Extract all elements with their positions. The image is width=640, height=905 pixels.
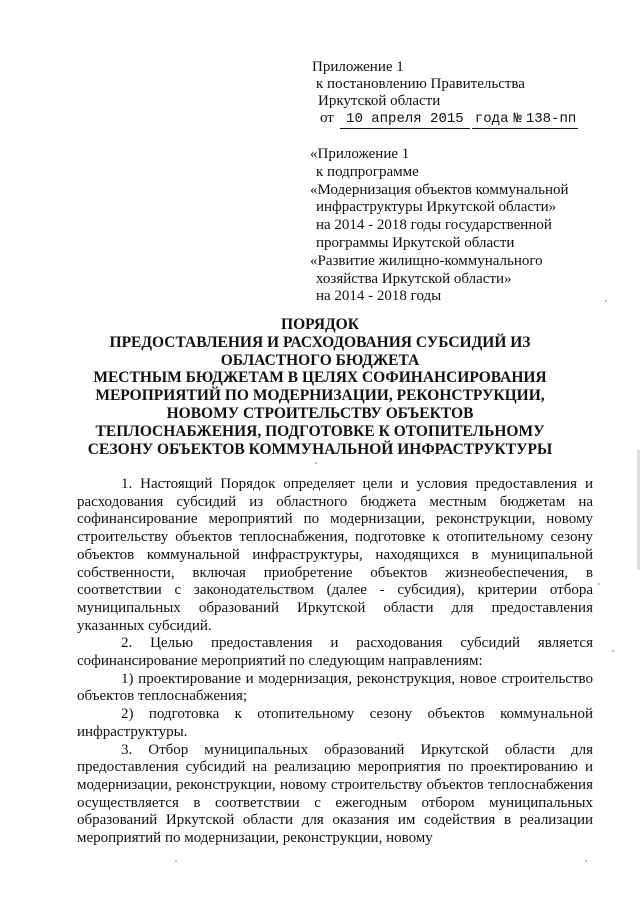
appendix-2-reference — [310, 146, 569, 306]
appendix-2-line: инфраструктуры Иркутской области» — [316, 199, 557, 216]
paragraph-3: 3. Отбор муниципальных образований Иркутской области для предоставления субсидий на реализацию мероприятия по проектированию и модернизации, реконструкции, новому строительству объектов теплоснабжения осуществляется в соответствии с ежегодным отбором муниципальных образований Иркутской области для оказания им содействия в реализации мероприятий по модернизации, реконструкции, новому — [77, 741, 593, 847]
scan-noise — [598, 583, 600, 585]
document-number: 138-пп — [525, 111, 577, 127]
appendix-1-line: к постановлению Правительства — [316, 76, 525, 92]
scan-noise — [540, 672, 542, 674]
paragraph-2-item-2: 2) подготовка к отопительному сезону объектов коммунальной инфраструктуры. — [77, 706, 593, 740]
appendix-2-line: на 2014 - 2018 годы — [316, 288, 442, 305]
title-line: ОБЛАСТНОГО БЮДЖЕТА — [220, 351, 420, 369]
paragraph-2: 2. Целью предоставления и расходования субсидий является софинансирование мероприятий по следующим направлениям: — [77, 635, 593, 670]
appendix-2-line: «Приложение 1 — [310, 146, 410, 162]
scan-noise — [612, 650, 614, 652]
paragraph-2-item-1: 1) проектирование и модернизация, реконструкция, новое строительство объектов теплоснабжения; — [77, 670, 593, 705]
document-title — [0, 316, 640, 458]
paragraph-1: 1. Настоящий Порядок определяет цели и условия предоставления и расходования субсидий из областного бюджета местным бюджетам на софинансирование мероприятий по модернизации, реконструкции, новому строительству объектов теплоснабжения, подготовке к отопительному сезону объектов коммунальной инфраструктуры, находящихся в муниципальной собственности, включая приобретение объектов жизнеобеспечения, в соответствии с законодательством (далее - субсидия), критерии отбора муниципальных образований Иркутской области для предоставления указанных субсидий. — [77, 476, 593, 634]
appendix-2-line: «Модернизация объектов коммунальной — [310, 181, 569, 198]
appendix-2-line: к подпрограмме — [316, 163, 419, 180]
scan-noise — [315, 462, 317, 464]
date-year-word: года — [472, 111, 512, 129]
appendix-1-reference — [312, 59, 578, 129]
document-body — [77, 476, 593, 848]
appendix-2-line: программы Иркутской области — [316, 234, 515, 251]
appendix-2-line: на 2014 - 2018 годы государственной — [316, 217, 552, 234]
title-line: СЕЗОНУ ОБЪЕКТОВ КОММУНАЛЬНОЙ ИНФРАСТРУКТУРЫ — [87, 440, 553, 458]
title-line: МЕРОПРИЯТИЙ ПО МОДЕРНИЗАЦИИ, РЕКОНСТРУКЦИИ, — [95, 387, 545, 405]
appendix-2-line: «Развитие жилищно-коммунального — [310, 252, 543, 269]
title-line: ТЕПЛОСНАБЖЕНИЯ, ПОДГОТОВКЕ К ОТОПИТЕЛЬНОМУ — [95, 422, 545, 440]
appendix-1-line: Приложение 1 — [312, 59, 404, 75]
appendix-2-line: хозяйства Иркутской области» — [316, 270, 512, 287]
title-line: ПРЕДОСТАВЛЕНИЯ И РАСХОДОВАНИЯ СУБСИДИЙ ИЗ — [109, 333, 531, 351]
title-line: НОВОМУ СТРОИТЕЛЬСТВУ ОБЪЕКТОВ — [166, 404, 474, 422]
title-line: ПОРЯДОК — [281, 316, 359, 333]
appendix-1-date-line — [312, 110, 578, 129]
title-line: МЕСТНЫМ БЮДЖЕТАМ В ЦЕЛЯХ СОФИНАНСИРОВАНИЯ — [93, 369, 547, 387]
scan-noise — [585, 860, 587, 862]
scan-noise — [175, 860, 177, 862]
appendix-1-line: Иркутской области — [318, 93, 441, 109]
number-sign: № — [513, 111, 522, 127]
scan-noise — [605, 300, 607, 302]
date-value: 10 апреля 2015 — [340, 111, 470, 129]
date-prefix: от — [320, 110, 334, 126]
